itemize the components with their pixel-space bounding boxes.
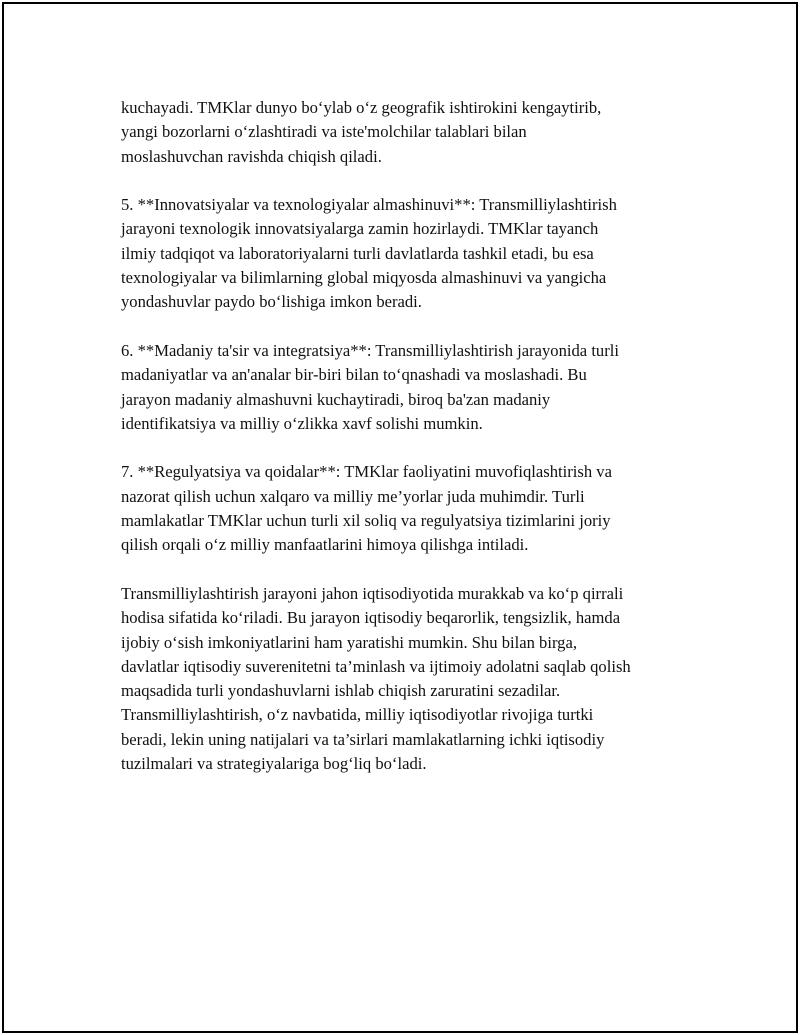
document-page xyxy=(2,2,798,1033)
paragraph-regulation: 7. **Regulyatsiya va qoidalar**: TMKlar faoliyatini muvofiqlashtirish va nazorat qilish uchun xalqaro va milliy me’yorlar juda muhimdir. Turli mamlakatlar TMKlar uchun turli xil soliq va regulyatsiya tizimlarini joriy qilish orqali o‘z milliy manfaatlarini himoya qilishga intiladi. xyxy=(121,462,612,555)
paragraph-innovations: 5. **Innovatsiyalar va texnologiyalar almashinuvi**: Transmilliylashtirish jarayoni texnologik innovatsiyalarga zamin hozirlaydi. TMKlar tayanch ilmiy tadqiqot va laboratoriyalarni turli davlatlarda tashkil etadi, bu esa texnologiyalar va bilimlarning global miqyosda almashinuvi va yangicha yondashuvlar paydo bo‘lishiga imkon beradi. xyxy=(121,195,617,312)
paragraph-cultural-influence: 6. **Madaniy ta'sir va integratsiya**: Transmilliylashtirish jarayonida turli madaniyatlar va an'analar bir-biri bilan to‘qnashadi va moslashadi. Bu jarayon madaniy almashuvni kuchaytiradi, biroq ba'zan madaniy identifikatsiya va milliy o‘zlikka xavf solishi mumkin. xyxy=(121,340,619,433)
document-body xyxy=(121,96,701,801)
paragraph-continuation: kuchayadi. TMKlar dunyo bo‘ylab o‘z geografik ishtirokini kengaytirib, yangi bozorlarni o‘zlashtiradi va iste'molchilar talablari bilan moslashuvchan ravishda chiqish qiladi. xyxy=(121,98,602,166)
paragraph-conclusion: Transmilliylashtirish jarayoni jahon iqtisodiyotida murakkab va ko‘p qirrali hodisa sifatida ko‘riladi. Bu jarayon iqtisodiy beqarorlik, tengsizlik, hamda ijobiy o‘sish imkoniyatlarini ham yaratishi mumkin. Shu bilan birga, davlatlar iqtisodiy suverenitetni ta’minlash va ijtimoiy adolatni saqlab qolish maqsadida turli yondashuvlarni ishlab chiqish zaruratini sezadilar. Transmilliylashtirish, o‘z navbatida, milliy iqtisodiyotlar rivojiga turtki beradi, lekin uning natijalari va ta’sirlari mamlakatlarning ichki iqtisodiy tuzilmalari va strategiyalariga bog‘liq bo‘ladi. xyxy=(121,583,631,774)
